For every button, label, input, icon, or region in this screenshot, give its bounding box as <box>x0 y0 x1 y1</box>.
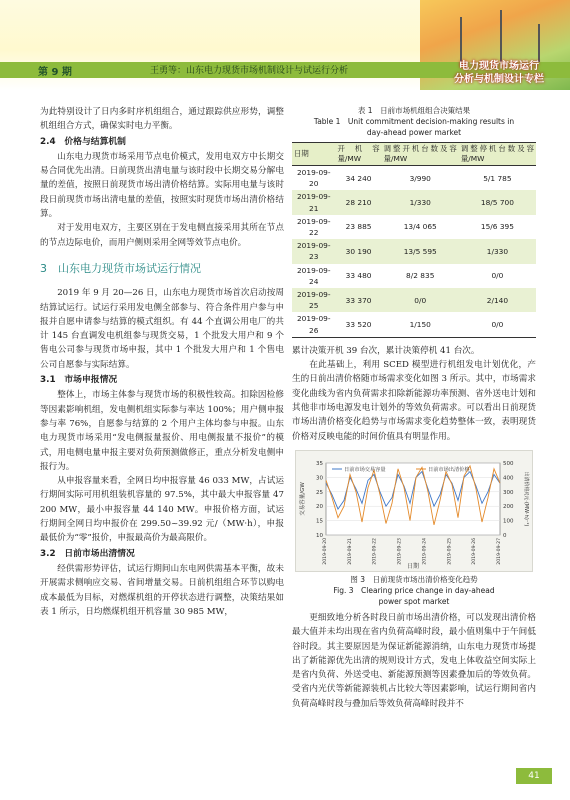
x-tick-label: 2019-09-23 <box>397 537 403 565</box>
unit-commitment-table <box>292 142 536 338</box>
clearing-price-chart <box>295 450 533 572</box>
paragraph: 对于发用电双方，主要区别在于发电侧直接采用其所在节点的节点边际电价，而用户侧则采用全网等效节点电价。 <box>40 223 284 248</box>
page-number: 41 <box>516 768 552 784</box>
section-heading: 2.4 价格与结算机制 <box>40 136 126 147</box>
y-left-tick-label: 35 <box>316 460 323 467</box>
x-tick-label: 2019-09-22 <box>372 537 378 565</box>
issue-number: 第 9 期 <box>38 67 72 78</box>
paragraph: 累计决策开机 39 台次，累计决策停机 41 台次。 <box>292 345 480 356</box>
table-row: 2019-09-22 23 885 13/4 065 15/6 395 <box>296 216 514 238</box>
x-tick-label: 2019-09-26 <box>472 537 478 565</box>
section-heading: 3.1 市场申报情况 <box>40 375 118 386</box>
x-tick-label: 2019-09-20 <box>323 537 328 565</box>
table-header: 开机容量/MW <box>335 143 381 166</box>
figure-caption-en: power spot market <box>378 596 450 606</box>
y-right-tick-label: 400 <box>503 475 514 482</box>
paragraph: 为此特别设计了日内多时序机组组合，通过跟踪供应形势，调整机组组合方式，确保实时电力平衡。 <box>40 107 284 132</box>
section-heading: 3 山东电力现货市场试运行情况 <box>40 261 201 275</box>
left-column <box>40 105 284 619</box>
table-caption-en: Table 1 Unit commitment decision-making results in <box>313 117 515 126</box>
table-row: 2019-09-21 28 210 1/330 18/5 700 <box>292 190 536 214</box>
x-tick-label: 2019-09-24 <box>422 537 428 565</box>
running-title: 王勇等：山东电力现货市场机制设计与试运行分析 <box>150 66 349 76</box>
table-header: 日期 <box>292 143 335 166</box>
y-left-tick-label: 10 <box>316 532 323 539</box>
paragraph: 经供需形势评估，试运行期间山东电网供需基本平衡，故未开展需求侧响应交易、省间增量交易。日前机组组合环节以购电成本最低为目标，对燃煤机组的开停状态进行调整，决策结果如表 1 所示，日均燃煤机组开机容量 30 985 MW， <box>40 563 284 617</box>
y-left-tick-label: 15 <box>316 518 323 525</box>
y-right-tick-label: 200 <box>503 504 514 511</box>
y-right-tick-label: 100 <box>503 518 514 525</box>
section-heading: 3.2 日前市场出清情况 <box>40 548 135 559</box>
figure-caption-en: Fig. 3 Clearing price change in day-ahead <box>333 585 495 595</box>
paragraph: 2019 年 9 月 20—26 日，山东电力现货市场首次启动按周结算试运行。试运行采用发电侧全部参与、符合条件用户参与申报并自愿申请参与结算的模式组织。有 44 个直调公用电厂的共计 145 台直调发电机组参与现货交易，1 个批发大用户和 9 个售电公司参与现货市场申报，其中 1 个批发大用户和 1 个售电公司自愿参与实际结算。 <box>40 288 284 370</box>
paragraph: 整体上，市场主体参与现货市场的积极性较高。扣除因检修等因素影响机组，发电侧机组实际参与率达 100%；用户侧申报参与率 76%，自愿参与结算的 2 个用户主体均参与申报。山东电力现货市场采用“发电侧报量报价、用电侧报量不报价”的模式，用电侧电量申报主要对负荷预测做修正，重点分析发电侧申报行为。 <box>40 390 284 472</box>
paragraph: 在此基础上，利用 SCED 模型进行机组发电计划优化，产生的日前出清价格随市场需求变化如图 3 所示。其中，市场需求变化曲线为省内负荷需求扣除新能源功率预测、省外送电计划和其他非市场电源发电计划外的等效负荷需求。可以看出日前现货市场出清价格变化趋势与市场需求变化趋势整体一致，表明现货价格对反映电能的时间价值具有明显作用。 <box>292 360 536 442</box>
table-row: 2019-09-20 34 240 3/990 5/1 785 <box>296 168 512 189</box>
table-row: 2019-09-24 33 480 8/2 835 0/0 <box>296 265 504 286</box>
table-caption-en: day-ahead power market <box>366 128 462 137</box>
column-tag: 电力现货市场运行 分析与机制设计专栏 <box>454 61 544 85</box>
paragraph: 更细致地分析各时段日前市场出清价格，可以发现出清价格最大值并未均出现在省内负荷高峰时段，最小值则集中于午间低谷时段。其主要原因是为保证新能源消纳，山东电力现货市场提出了新能源优先出清的规则设计方式，发电上体收益空间实际上是省内负荷、外送受电、新能源预测等因素叠加后的等效负荷。受省内光伏等新能源装机占比较大等因素影响，试运行期间省内负荷高峰时段与叠加后等效负荷高峰时段并不 <box>292 612 536 709</box>
legend-label: 日前市场出清价格 <box>428 466 470 473</box>
figure-caption-cn: 图 3 日前现货市场出清价格变化趋势 <box>350 574 478 584</box>
y-right-tick-label: 0 <box>503 532 507 539</box>
y-right-tick-label: 300 <box>503 489 514 496</box>
x-axis-label: 日期 <box>406 562 420 570</box>
paragraph: 山东电力现货市场采用节点电价模式，发用电双方中长期交易合同优先出清。日前现货出清电量与该时段中长期交易分解电量的差值，按照日前现货市场出清价格结算。实际用电量与该时段日前现货市场出清电量的差值，按照实时现货市场出清价格结算。 <box>40 151 284 220</box>
y-left-tick-label: 20 <box>316 504 323 511</box>
table-header: 调整开机台数及容量/MW <box>382 143 459 166</box>
y-left-tick-label: 25 <box>316 489 323 496</box>
x-tick-label: 2019-09-27 <box>497 537 502 565</box>
y-right-tick-label: 500 <box>503 460 514 467</box>
paragraph: 从申报容量来看，全网日均申报容量 46 033 MW，占试运行期间实际可用机组装机容量的 97.5%，其中最大申报容量 47 200 MW，最小申报容量 44 140 MW。申报价格方面，试运行期间全网日均申报价在 299.50~39.92 元/（MW·h），申报最低价为“零”报价，申报最高价为最高限价。 <box>40 476 284 544</box>
table-row: 2019-09-25 33 370 0/0 2/140 <box>292 288 536 312</box>
table-row: 2019-09-23 30 190 13/5 595 1/330 <box>292 239 536 263</box>
table-row: 2019-09-26 33 520 1/150 0/0 <box>292 312 536 337</box>
right-column <box>292 105 536 711</box>
table-header: 调整停机台数及容量/MW <box>459 143 536 166</box>
y-left-tick-label: 30 <box>316 475 323 482</box>
table-caption-cn: 表 1 日前市场机组组合决策结果 <box>357 106 471 115</box>
x-tick-label: 2019-09-21 <box>347 537 353 565</box>
chart-svg <box>296 451 532 571</box>
y-right-axis-label: 出清价格/(元·(MW·h)⁻¹) <box>523 471 529 527</box>
x-tick-label: 2019-09-25 <box>447 537 453 565</box>
y-left-axis-label: 交易容量/GW <box>300 482 306 516</box>
legend-label: 日前市场交易容量 <box>344 466 386 473</box>
